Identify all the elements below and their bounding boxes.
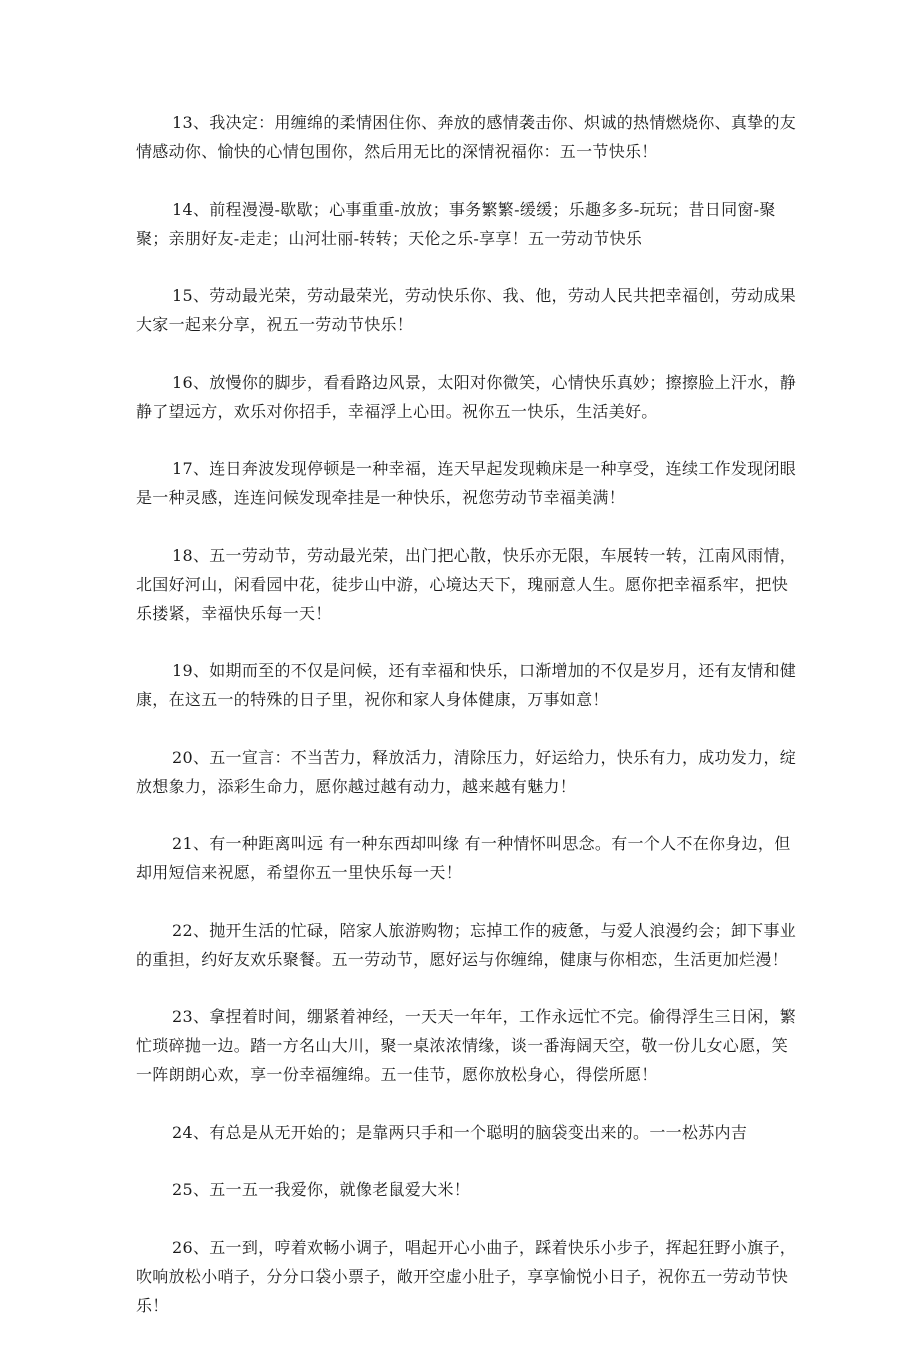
paragraph-19: 19、如期而至的不仅是问候，还有幸福和快乐，口渐增加的不仅是岁月，还有友情和健康，在这五一的特殊的日子里，祝你和家人身体健康，万事如意！ <box>136 661 797 709</box>
paragraph-15: 15、劳动最光荣，劳动最荣光，劳动快乐你、我、他，劳动人民共把幸福创，劳动成果大家一起来分享，祝五一劳动节快乐！ <box>136 286 797 334</box>
paragraph-22: 22、抛开生活的忙碌，陪家人旅游购物；忘掉工作的疲惫，与爱人浪漫约会；卸下事业的重担，约好友欢乐聚餐。五一劳动节，愿好运与你缠绵，健康与你相恋，生活更加烂漫！ <box>136 920 797 969</box>
paragraph-21: 21、有一种距离叫远 有一种东西却叫缘 有一种情怀叫思念。有一个人不在你身边，但却用短信来祝愿，希望你五一里快乐每一天！ <box>136 834 791 882</box>
paragraph-20: 20、五一宣言：不当苦力，释放活力，清除压力，好运给力，快乐有力，成功发力，绽放想象力，添彩生命力，愿你越过越有动力，越来越有魅力！ <box>136 747 797 796</box>
paragraph-26: 26、五一到，哼着欢畅小调子，唱起开心小曲子，踩着快乐小步子，挥起狂野小旗子，吹响放松小哨子，分分口袋小票子，敞开空虚小肚子，享享愉悦小日子，祝你五一劳动节快乐！ <box>136 1237 797 1315</box>
paragraph-17: 17、连日奔波发现停顿是一种幸福，连天早起发现赖床是一种享受，连续工作发现闭眼是一种灵感，连连问候发现牵挂是一种快乐，祝您劳动节幸福美满！ <box>136 459 797 507</box>
paragraph-16: 16、放慢你的脚步，看看路边风景，太阳对你微笑，心情快乐真妙；擦擦脸上汗水，静静了望远方，欢乐对你招手，幸福浮上心田。祝你五一快乐，生活美好。 <box>136 372 797 421</box>
paragraph-18: 18、五一劳动节，劳动最光荣，出门把心散，快乐亦无限，车展转一转，江南风雨情，北国好河山，闲看园中花，徒步山中游，心境达天下，瑰丽意人生。愿你把幸福系牢，把快乐搂紧，幸福快乐每一天！ <box>136 545 797 623</box>
paragraph-23: 23、拿捏着时间，绷紧着神经，一天天一年年，工作永远忙不完。偷得浮生三日闲，繁忙琐碎抛一边。踏一方名山大川，聚一桌浓浓情缘，谈一番海阔天空，敬一份儿女心愿，笑一阵朗朗心欢，享一份幸福缠绵。五一佳节，愿你放松身心，得偿所愿！ <box>136 1007 797 1084</box>
paragraph-25: 25、五一五一我爱你，就像老鼠爱大米！ <box>172 1180 471 1199</box>
paragraph-14: 14、前程漫漫-歇歇；心事重重-放放；事务繁繁-缓缓；乐趣多多-玩玩；昔日同窗-聚聚；亲朋好友-走走；山河壮丽-转转；天伦之乐-享享！五一劳动节快乐 <box>136 199 776 248</box>
paragraph-13: 13、我决定：用缠绵的柔情困住你、奔放的感情袭击你、炽诚的热情燃烧你、真挚的友情感动你、愉快的心情包围你，然后用无比的深情祝福你：五一节快乐！ <box>136 113 797 161</box>
document-body <box>136 108 804 1348</box>
paragraph-24: 24、有总是从无开始的；是靠两只手和一个聪明的脑袋变出来的。一一松苏内吉 <box>172 1122 748 1142</box>
